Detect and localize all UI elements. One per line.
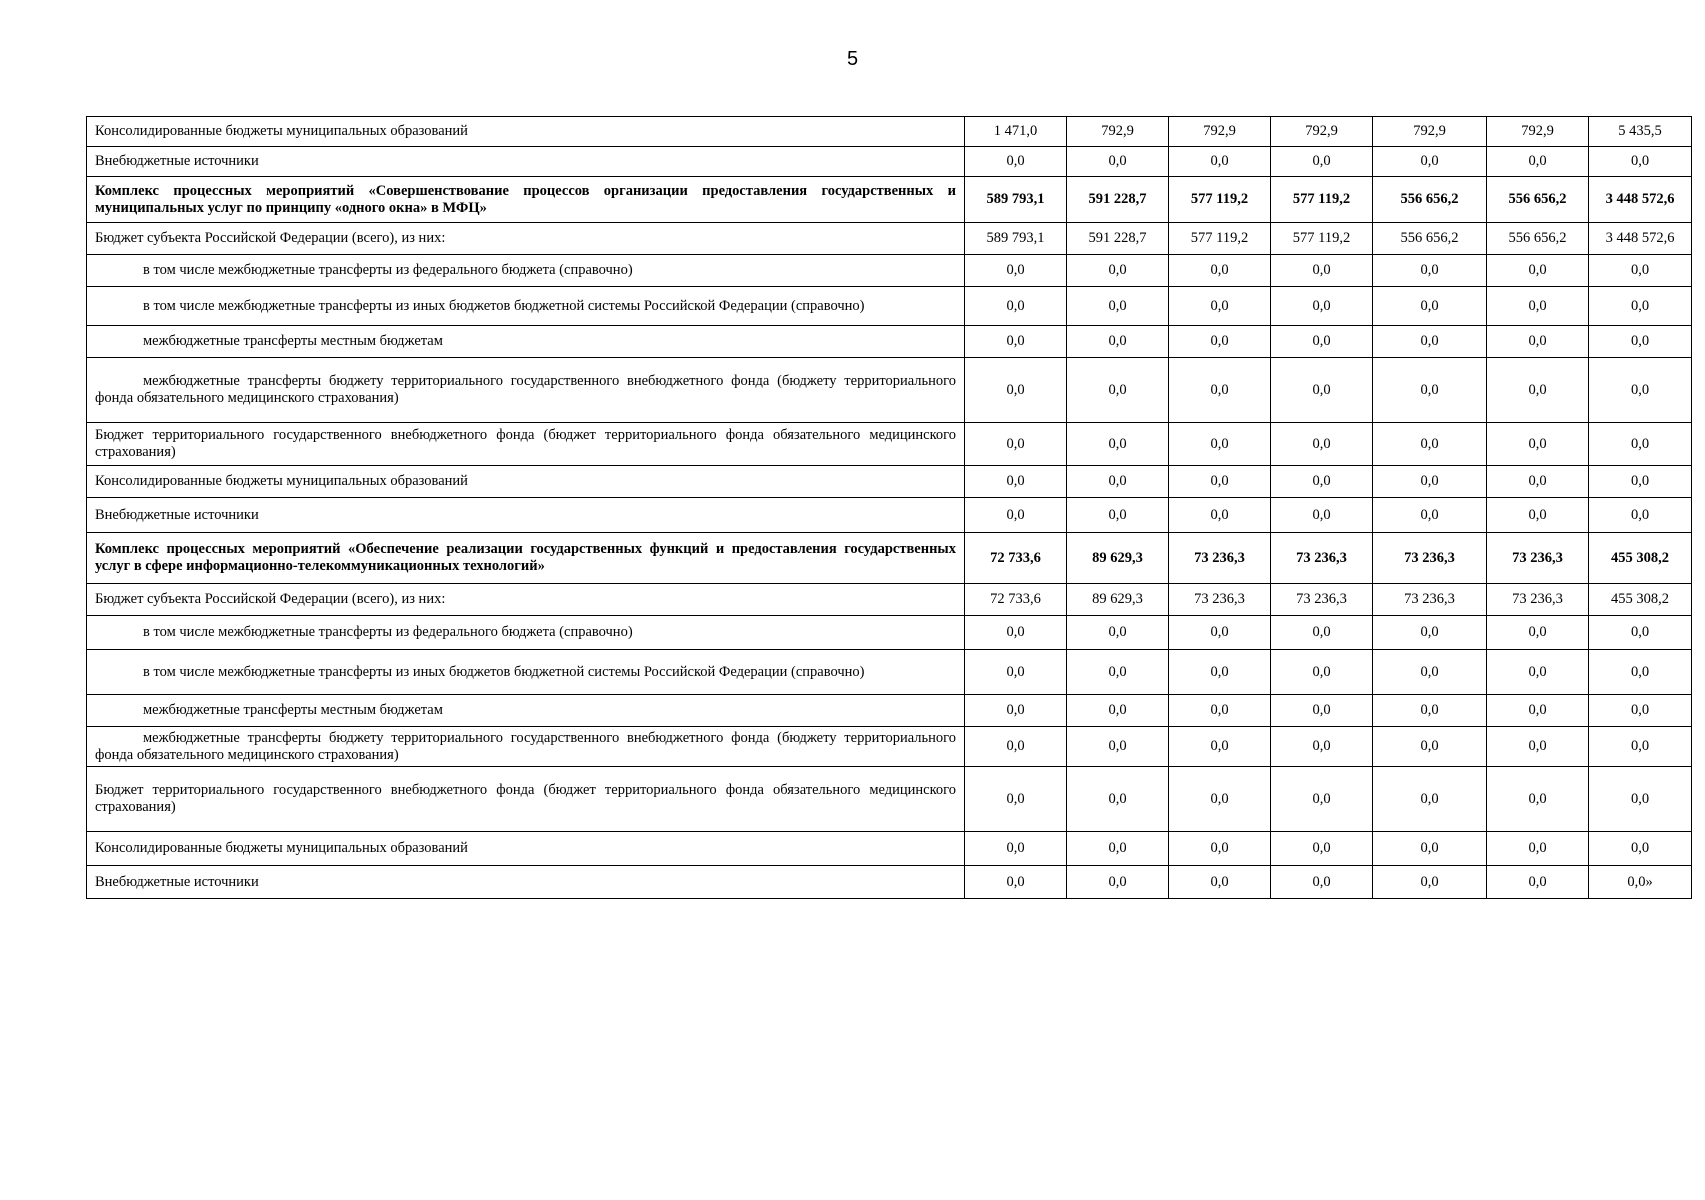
- value-cell: 1 471,0: [965, 117, 1067, 147]
- value-cell: 455 308,2: [1589, 533, 1692, 584]
- table-row: [87, 147, 1692, 177]
- value-cell: 0,0: [1169, 423, 1271, 466]
- value-cell: 0,0: [1169, 616, 1271, 650]
- value-cell: 73 236,3: [1373, 584, 1487, 616]
- value-cell: 0,0: [1067, 866, 1169, 899]
- value-cell: 0,0: [1373, 650, 1487, 695]
- row-label: Бюджет территориального государственного внебюджетного фонда (бюджет территориального фонда обязательного медицинского страхования): [87, 423, 965, 466]
- table-row: [87, 695, 1692, 727]
- value-cell: 0,0: [1271, 255, 1373, 287]
- value-cell: 589 793,1: [965, 223, 1067, 255]
- value-cell: 0,0: [965, 650, 1067, 695]
- value-cell: 577 119,2: [1169, 177, 1271, 223]
- page-number: 5: [846, 48, 859, 70]
- value-cell: 0,0: [1589, 695, 1692, 727]
- value-cell: 0,0: [965, 423, 1067, 466]
- value-cell: 0,0: [1487, 650, 1589, 695]
- row-label: Бюджет субъекта Российской Федерации (всего), из них:: [87, 584, 965, 616]
- value-cell: 0,0: [965, 358, 1067, 423]
- table-row: [87, 533, 1692, 584]
- value-cell: 0,0: [1589, 832, 1692, 866]
- value-cell: 0,0: [1373, 727, 1487, 767]
- row-label: в том числе межбюджетные трансферты из федерального бюджета (справочно): [87, 255, 965, 287]
- budget-table: [86, 116, 1692, 899]
- value-cell: 0,0: [1589, 498, 1692, 533]
- table-row: [87, 498, 1692, 533]
- value-cell: 0,0: [1373, 466, 1487, 498]
- value-cell: 0,0: [1169, 147, 1271, 177]
- table-row: [87, 358, 1692, 423]
- row-label: Внебюджетные источники: [87, 147, 965, 177]
- value-cell: 0,0: [1067, 255, 1169, 287]
- value-cell: 0,0: [1067, 358, 1169, 423]
- value-cell: 0,0: [1487, 616, 1589, 650]
- table-row: [87, 177, 1692, 223]
- table-row: [87, 866, 1692, 899]
- value-cell: 792,9: [1067, 117, 1169, 147]
- value-cell: 0,0: [1271, 727, 1373, 767]
- row-label: Консолидированные бюджеты муниципальных образований: [87, 117, 965, 147]
- value-cell: 5 435,5: [1589, 117, 1692, 147]
- value-cell: 0,0: [1169, 326, 1271, 358]
- row-label: в том числе межбюджетные трансферты из федерального бюджета (справочно): [87, 616, 965, 650]
- table-row: [87, 767, 1692, 832]
- value-cell: 0,0: [965, 498, 1067, 533]
- value-cell: 0,0: [1067, 695, 1169, 727]
- value-cell: 0,0: [1067, 423, 1169, 466]
- value-cell: 556 656,2: [1487, 177, 1589, 223]
- value-cell: 0,0: [1271, 326, 1373, 358]
- value-cell: 0,0: [1487, 695, 1589, 727]
- table-row: [87, 117, 1692, 147]
- value-cell: 73 236,3: [1169, 533, 1271, 584]
- value-cell: 0,0: [1169, 466, 1271, 498]
- row-label: Комплекс процессных мероприятий «Совершенствование процессов организации предоставления государственных и муниципальных услуг по принципу «одного окна» в МФЦ»: [87, 177, 965, 223]
- value-cell: 0,0: [1589, 287, 1692, 326]
- value-cell: 0,0: [1373, 767, 1487, 832]
- row-label: в том числе межбюджетные трансферты из иных бюджетов бюджетной системы Российской Федерации (справочно): [87, 287, 965, 326]
- value-cell: 0,0: [965, 147, 1067, 177]
- value-cell: 73 236,3: [1271, 584, 1373, 616]
- value-cell: 0,0: [1067, 326, 1169, 358]
- value-cell: 0,0: [1373, 358, 1487, 423]
- value-cell: 0,0: [1589, 466, 1692, 498]
- value-cell: 0,0: [1487, 255, 1589, 287]
- value-cell: 0,0: [1271, 147, 1373, 177]
- value-cell: 0,0: [965, 767, 1067, 832]
- value-cell: 0,0: [1067, 767, 1169, 832]
- value-cell: 72 733,6: [965, 533, 1067, 584]
- value-cell: 0,0: [1373, 866, 1487, 899]
- row-label: Консолидированные бюджеты муниципальных образований: [87, 466, 965, 498]
- value-cell: 792,9: [1373, 117, 1487, 147]
- table-row: [87, 223, 1692, 255]
- row-label: в том числе межбюджетные трансферты из иных бюджетов бюджетной системы Российской Федерации (справочно): [87, 650, 965, 695]
- budget-table-body: [87, 117, 1692, 899]
- value-cell: 0,0: [1373, 326, 1487, 358]
- value-cell: 0,0: [1589, 423, 1692, 466]
- value-cell: 0,0: [1487, 326, 1589, 358]
- value-cell: 73 236,3: [1169, 584, 1271, 616]
- table-row: [87, 616, 1692, 650]
- value-cell: 556 656,2: [1373, 223, 1487, 255]
- value-cell: 0,0: [1373, 255, 1487, 287]
- row-label: межбюджетные трансферты бюджету территориального государственного внебюджетного фонда (бюджету территориального фонда обязательного медицинского страхования): [87, 358, 965, 423]
- value-cell: 792,9: [1169, 117, 1271, 147]
- value-cell: 0,0: [1067, 498, 1169, 533]
- value-cell: 89 629,3: [1067, 533, 1169, 584]
- value-cell: 455 308,2: [1589, 584, 1692, 616]
- value-cell: 3 448 572,6: [1589, 223, 1692, 255]
- value-cell: 0,0: [1271, 466, 1373, 498]
- table-row: [87, 832, 1692, 866]
- table-row: [87, 423, 1692, 466]
- value-cell: 0,0: [1169, 767, 1271, 832]
- value-cell: 0,0: [1373, 832, 1487, 866]
- value-cell: 89 629,3: [1067, 584, 1169, 616]
- value-cell: 0,0: [1487, 358, 1589, 423]
- value-cell: 73 236,3: [1373, 533, 1487, 584]
- table-row: [87, 584, 1692, 616]
- value-cell: 0,0: [1487, 498, 1589, 533]
- table-row: [87, 727, 1692, 767]
- value-cell: 0,0: [1487, 832, 1589, 866]
- value-cell: 792,9: [1271, 117, 1373, 147]
- value-cell: 591 228,7: [1067, 223, 1169, 255]
- value-cell: 0,0: [965, 832, 1067, 866]
- value-cell: 0,0: [1169, 255, 1271, 287]
- value-cell: 556 656,2: [1373, 177, 1487, 223]
- value-cell: 0,0: [1589, 255, 1692, 287]
- value-cell: 0,0: [965, 695, 1067, 727]
- value-cell: 0,0: [1589, 727, 1692, 767]
- value-cell: 0,0: [1373, 616, 1487, 650]
- value-cell: 73 236,3: [1271, 533, 1373, 584]
- row-label: Консолидированные бюджеты муниципальных образований: [87, 832, 965, 866]
- row-label: Бюджет субъекта Российской Федерации (всего), из них:: [87, 223, 965, 255]
- value-cell: 0,0: [1169, 727, 1271, 767]
- value-cell: 0,0: [1487, 466, 1589, 498]
- value-cell: 0,0: [1169, 498, 1271, 533]
- value-cell: 0,0: [1169, 358, 1271, 423]
- value-cell: 0,0: [1589, 358, 1692, 423]
- value-cell: 0,0: [1487, 767, 1589, 832]
- value-cell: 0,0: [1169, 832, 1271, 866]
- row-label: Внебюджетные источники: [87, 866, 965, 899]
- value-cell: 0,0: [1373, 423, 1487, 466]
- value-cell: 0,0: [1487, 727, 1589, 767]
- value-cell: 0,0: [1487, 423, 1589, 466]
- row-label: межбюджетные трансферты местным бюджетам: [87, 326, 965, 358]
- value-cell: 0,0: [965, 727, 1067, 767]
- value-cell: 0,0: [1169, 695, 1271, 727]
- value-cell: 0,0: [1589, 147, 1692, 177]
- value-cell: 0,0: [1169, 287, 1271, 326]
- value-cell: 0,0: [1373, 498, 1487, 533]
- value-cell: 0,0: [1487, 147, 1589, 177]
- row-label: Бюджет территориального государственного внебюджетного фонда (бюджет территориального фонда обязательного медицинского страхования): [87, 767, 965, 832]
- value-cell: 73 236,3: [1487, 533, 1589, 584]
- table-row: [87, 650, 1692, 695]
- value-cell: 0,0: [1271, 866, 1373, 899]
- table-row: [87, 255, 1692, 287]
- value-cell: 0,0: [965, 866, 1067, 899]
- row-label: межбюджетные трансферты местным бюджетам: [87, 695, 965, 727]
- value-cell: 0,0: [1067, 616, 1169, 650]
- value-cell: 0,0: [1067, 147, 1169, 177]
- table-row: [87, 326, 1692, 358]
- value-cell: 556 656,2: [1487, 223, 1589, 255]
- value-cell: 0,0: [1271, 498, 1373, 533]
- value-cell: 0,0: [1067, 650, 1169, 695]
- value-cell: 0,0: [1271, 616, 1373, 650]
- table-row: [87, 466, 1692, 498]
- value-cell: 0,0: [1373, 695, 1487, 727]
- value-cell: 0,0: [965, 466, 1067, 498]
- row-label: Внебюджетные источники: [87, 498, 965, 533]
- value-cell: 577 119,2: [1169, 223, 1271, 255]
- value-cell: 0,0: [1271, 767, 1373, 832]
- value-cell: 0,0: [1271, 832, 1373, 866]
- value-cell: 577 119,2: [1271, 223, 1373, 255]
- value-cell: 577 119,2: [1271, 177, 1373, 223]
- value-cell: 0,0: [1067, 287, 1169, 326]
- value-cell: 0,0: [1589, 326, 1692, 358]
- value-cell: 0,0: [1589, 616, 1692, 650]
- value-cell: 591 228,7: [1067, 177, 1169, 223]
- value-cell: 0,0: [1373, 147, 1487, 177]
- value-cell: 0,0: [1271, 650, 1373, 695]
- value-cell: 589 793,1: [965, 177, 1067, 223]
- value-cell: 0,0: [965, 326, 1067, 358]
- value-cell: 0,0: [1271, 287, 1373, 326]
- row-label: межбюджетные трансферты бюджету территориального государственного внебюджетного фонда (бюджету территориального фонда обязательного медицинского страхования): [87, 727, 965, 767]
- value-cell: 0,0: [965, 255, 1067, 287]
- value-cell: 72 733,6: [965, 584, 1067, 616]
- value-cell: 0,0: [965, 287, 1067, 326]
- value-cell: 0,0: [1589, 767, 1692, 832]
- value-cell: 0,0: [965, 616, 1067, 650]
- value-cell: 3 448 572,6: [1589, 177, 1692, 223]
- value-cell: 0,0: [1271, 695, 1373, 727]
- value-cell: 0,0: [1169, 866, 1271, 899]
- row-label: Комплекс процессных мероприятий «Обеспечение реализации государственных функций и предоставления государственных услуг в сфере информационно-телекоммуникационных технологий»: [87, 533, 965, 584]
- value-cell: 0,0: [1271, 423, 1373, 466]
- value-cell: 0,0: [1271, 358, 1373, 423]
- value-cell: 0,0: [1067, 466, 1169, 498]
- value-cell: 0,0: [1589, 650, 1692, 695]
- value-cell: 0,0: [1169, 650, 1271, 695]
- value-cell: 0,0»: [1589, 866, 1692, 899]
- value-cell: 0,0: [1373, 287, 1487, 326]
- value-cell: 0,0: [1067, 832, 1169, 866]
- value-cell: 0,0: [1487, 287, 1589, 326]
- table-row: [87, 287, 1692, 326]
- value-cell: 792,9: [1487, 117, 1589, 147]
- value-cell: 0,0: [1487, 866, 1589, 899]
- value-cell: 73 236,3: [1487, 584, 1589, 616]
- value-cell: 0,0: [1067, 727, 1169, 767]
